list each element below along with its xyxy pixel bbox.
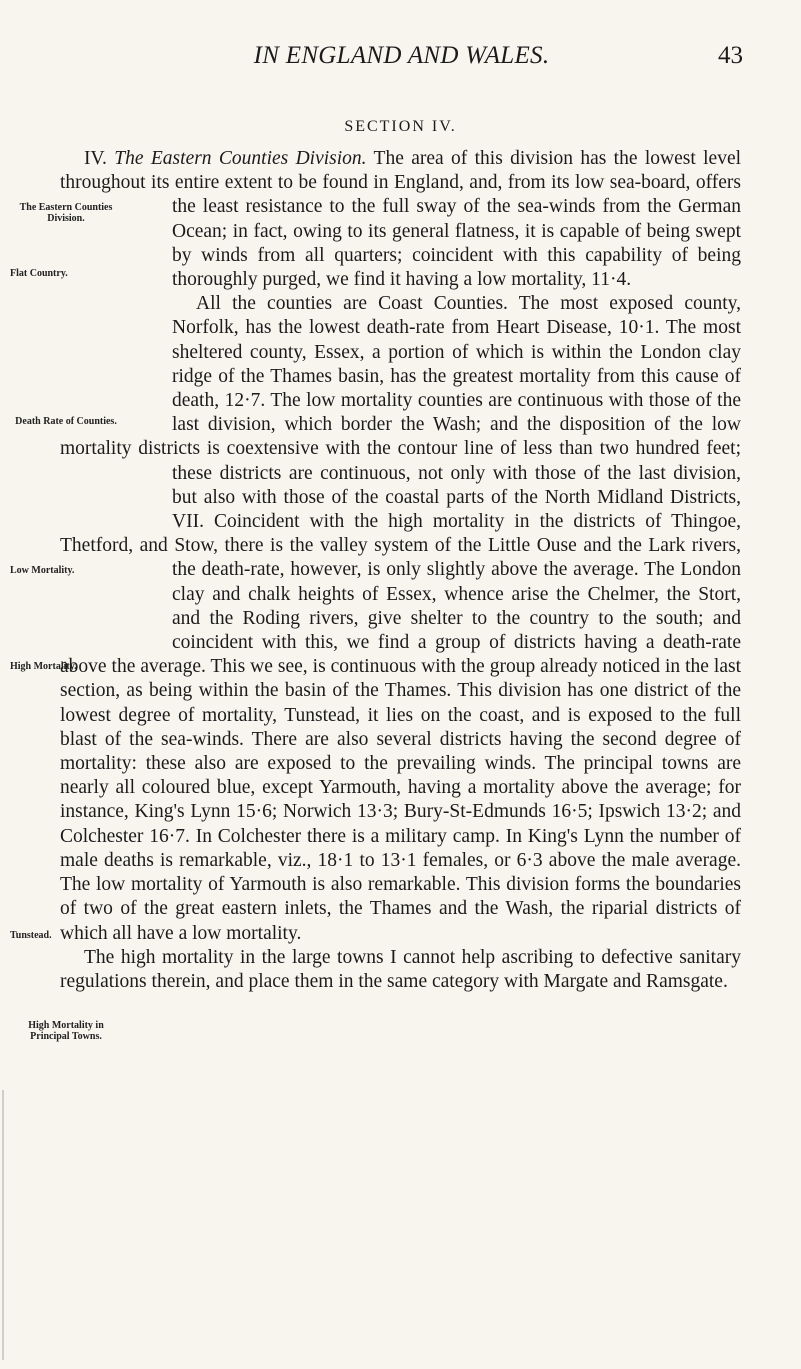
running-title: IN ENGLAND AND WALES. <box>253 42 550 69</box>
sidenote-gutter <box>60 219 172 315</box>
page-edge-shadow <box>2 1090 4 1360</box>
page-number: 43 <box>718 42 743 69</box>
paragraph-1-heading: The Eastern Counties Division. <box>114 148 367 169</box>
sidenote-death-rate: Death Rate of Counties. <box>15 416 117 427</box>
paragraph-1-text: The area of this division has the lowest level throughout its entire extent to be found in England, and, from its low sea-board, offers the least resistance to the full sway of the sea-winds from the German Ocean; in fact, owing to its general flatness, it is capable of being swept by winds from all quarters; coincident with this capability of being thoroughly purged, we find it having a low mortality, 11·4. <box>60 148 742 291</box>
sidenote-low-mortality: Low Mortality. <box>10 565 75 576</box>
paragraph-2: All the counties are Coast Counties. The most exposed county, Norfolk, has the lowest death-rate from Heart Disease, 10·1. The most sheltered county, Essex, a portion of which is within the London clay ridge of the Thames basin, has the greatest mortality from this cause of death, 12·7. The low mortality counties are continuous with those of the last division, which border the Wash; and the disposition of the low mortality districts is coextensive with the contour line of less than two hundred feet; these districts are continuous, not only with those of the last division, but also with those of the coastal parts of the North Midland Districts, VII. Coincident with the high mortality in the districts of Thingoe, Thetford, and Stow, there is the valley system of the Little Ouse and the Lark rivers, the death-rate, however, is only slightly above the average. The London clay and chalk heights of Essex, whence arise the Chelmer, the Stort, and the Roding rivers, give shelter to the country to the south; and coincident with this, we find a group of districts having a death-rate above the average. This we see, is continuous with the group already noticed in the last section, as being within the basin of the Thames. This division has one district of the lowest degree of mortality, Tunstead, it lies on the coast, and is exposed to the full blast of the sea-winds. There are also several districts having the second degree of mortality: these also are exposed to the prevailing winds. The principal towns are nearly all coloured blue, except Yarmouth, having a mortality above the average; for instance, King's Lynn 15·6; Norwich 13·3; Bury-St-Edmunds 16·5; Ipswich 13·2; and Colchester 16·7. In Colchester there is a military camp. In King's Lynn the number of male deaths is remarkable, viz., 18·1 to 13·1 females, or 6·3 above the male average. The low mortality of Yarmouth is also remarkable. This division forms the boundaries of two of the great eastern inlets, the Thames and the Wash, the riparial districts of which all have a low mortality. <box>60 293 741 944</box>
sidenote-flat-country: Flat Country. <box>10 268 68 279</box>
page-header <box>60 42 743 76</box>
paragraph-1-lead: IV. <box>84 148 115 169</box>
sidenote-high-mortality-towns: High Mortality in Principal Towns. <box>28 1020 104 1042</box>
paragraph-3: The high mortality in the large towns I cannot help ascribing to defective sanitary regulations therein, and place them in the same category with Margate and Ramsgate. <box>60 946 741 992</box>
sidenote-eastern-division: The Eastern Counties Division. <box>19 202 113 224</box>
sidenote-tunstead: Tunstead. <box>10 930 52 941</box>
body-text <box>60 147 741 994</box>
sidenote-gutter <box>60 579 172 651</box>
section-heading: SECTION IV. <box>344 118 457 135</box>
sidenote-gutter <box>60 339 172 435</box>
paragraph-1 <box>60 147 741 292</box>
sidenote-high-mortality: High Mortality. <box>10 661 77 672</box>
sidenote-gutter <box>60 483 172 531</box>
